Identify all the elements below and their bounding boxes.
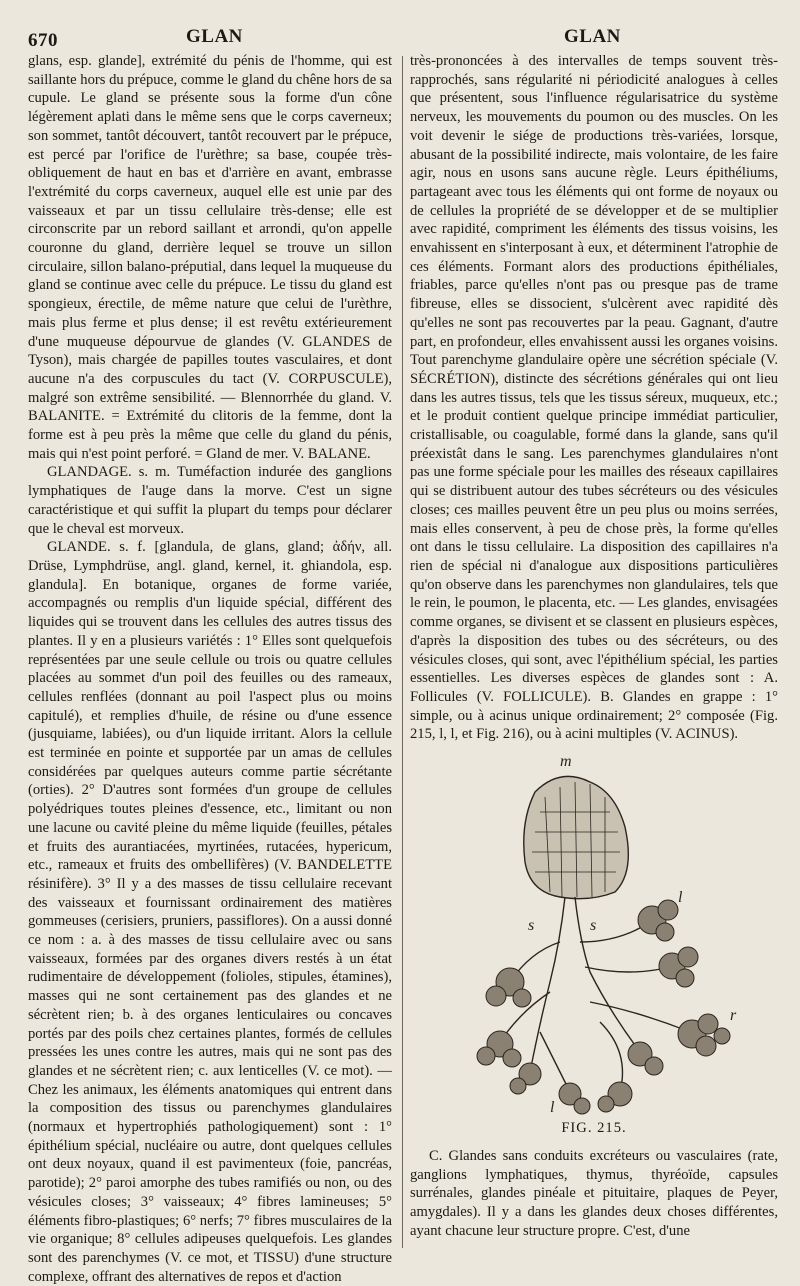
figure-label-m: m xyxy=(560,753,572,770)
figure-label-r: r xyxy=(730,1007,737,1024)
column-divider xyxy=(402,56,403,1248)
entry-glande-continuation: très-prononcées à des intervalles de temps souvent très-rapprochés, sans régularité ni périodicité analogues à celles que présentent, sous l'influence régularisatrice du système nerveux, les mouvements du poumon ou des muscles. On les voit devenir le siége de productions très-variées, lorsque, abusant de la possibilité indirecte, mais volontaire, de les faire agir, nous en usons sans aucune règle. Leurs épithéliums, partageant avec tous les éléments qui ont forme de noyaux ou de cellules la propriété de se développer et de se multiplier avec rapidité, compriment les éléments des tissus voisins, les envahissent en s'interposant à eux, et déterminent l'atrophie de ces éléments. Formant alors des productions épithéliales, friables, parce qu'elles n'ont pas ou presque pas de trame fibreuse, elles se dissocient, s'ulcèrent avec rapidité dès qu'elles ne sont pas recouvertes par la peau. Gagnant, d'autre part, en profondeur, elles envahissent aussi les organes voisins. Tout parenchyme glandulaire opère une sécrétion spéciale (V. SÉCRÉTION), distincte des sécrétions générales qui ont lieu dans les autres tissus, tels que les tissus séreux, muqueux, etc.; et le produit contient quelque principe immédiat particulier, cristallisable, ou coagulable, formé dans la glande, sans qu'il préexistât dans le sang. Les parenchymes glandulaires n'ont pas une forme spéciale pour les mailles des réseaux capillaires qui se distribuent autour des tubes sécréteurs ou des vésicules closes; ces mailles peuvent être un peu plus ou moins serrées, mais elles conservent, à peu de chose près, la forme qu'elles ont dans le tissu cellulaire. La disposition des capillaires n'a rien de spécial ni d'analogue aux dispositions particulières qu'on observe dans les parenchymes non glandulaires, tels que le rein, le poumon, le placenta, etc. — Les glandes, envisagées comme organes, se divisent et se classent en plusieurs espèces, d'après la disposition des tubes ou des sécréteurs, ou des vésicules closes, qui sont, avec l'épithélium spécial, les parties essentielles. Les diverses espèces de glandes sont : A. Follicules (V. FOLLICULE). B. Glandes en grappe : 1° simple, ou à acinus unique ordinairement; 2° composée (Fig. 215, l, l, et Fig. 216), ou à acini multiples (V. ACINUS). xyxy=(410,53,778,743)
entry-gland-continuation: glans, esp. glande], extrémité du pénis de l'homme, qui est saillante hors du prépuce, comme le gland du chêne hors de sa cupule. Le gland se présente sous la forme d'un cône légèrement aplati dans le même sens que le corps caverneux; son sommet, tantôt découvert, tantôt recouvert par le prépuce, est percé par l'orifice de l'urèthre; sa base, coupée très-obliquement de haut en bas et d'arrière en avant, embrasse l'extrémité du corps caverneux, auquel elle est unie par des vaisseaux et par un tissu cellulaire très-dense; elle est circonscrite par un rebord saillant et arrondi, qu'on appelle couronne du gland, derrière lequel se trouve un sillon circulaire, sillon balano-préputial, dans lequel la muqueuse du gland se continue avec celle du prépuce. Le tissu du gland est spongieux, érectile, de même nature que celui de l'urèthre, mais plus ferme et plus dense; il est revêtu extérieurement d'une muqueuse dépourvue de glandes (V. GLANDES de Tyson), mais chargée de papilles toutes vasculaires, et dont aucune n'a des corpuscules du tact (V. CORPUSCULE), malgré son extrême sensibilité. — Blennorrhée du gland. V. BALANITE. = Extrémité du clitoris de la femme, dont la forme est à peu près la même que celle du gland du pénis, mais qui n'est point perforé. = Gland de mer. V. BALANE. xyxy=(28,53,392,462)
entry-glande: GLANDE. s. f. [glandula, de glans, gland; ἀδήν, all. Drüse, Lymphdrüse, angl. gland, kernel, it. ghiandola, esp. glandula]. En botanique, organes de forme variée, accompagnés ou remplis d'un liquide spécial, différent des liquides qui se trouvent dans les cellules des autres tissus des plantes. Il y en a plusieurs variétés : 1° Elles sont quelquefois représentées par une seule cellule ou trois ou quatre cellules placées au sommet d'un poil des feuilles ou des rameaux, cellules renflées (donnant au poil l'aspect plus ou moins capitulé), et remplies d'huile, de résine ou d'une essence (jusquiame, labiées), ou d'un liquide irritant. Alors la cellule est terminée en pointe et supportée par un amas de cellules considérées par quelques auteurs comme partie sécrétante (orties). 2° D'autres sont formées d'un groupe de cellules polyédriques toutes pleines d'essence, etc., limitant ou non une lacune ou cavité pleine du même liquide (feuilles, pétales et fruits des aurantiacées, myrtinées, rutacées, hypericum, etc., rameaux et fruits des ombellifères) (V. BANDELETTE résinifère). 3° Il y a des masses de tissu cellulaire recevant des vaisseaux et fournissant ordinairement des matières gommeuses (cerisiers, pruniers, passiflores). On a aussi donné ce nom : a. à des masses de tissu cellulaire avec ou sans vaisseaux, formées par des organes divers restés à un état rudimentaire de développement (folioles, stipules, étamines), masses qui ne sont certainement pas des glandes et ne sécrètent rien; b. à des organes lenticulaires ou concaves portés par des poils chez certaines plantes, formés de cellules pressées les unes contre les autres, mais qui ne sont pas des glandes et ne sécrètent rien; c. aux lenticelles (V. ce mot). — Chez les animaux, les éléments anatomiques qui entrent dans la composition des tissus ou parenchymes glandulaires (normaux et hypertrophiés pathologiquement) sont : 1° épithélium spécial, nucléaire ou autre, dont quelques cellules ont deux noyaux, quand il est pavimenteux (foie, pancréas, parotide); 2° paroi amorphe des tubes ramifiés ou non, ou des vésicules closes; 3° vaisseaux; 4° fibres lamineuses; 5° éléments fibro-plastiques; 6° nerfs; 7° fibres musculaires de la vie organique; 8° cellules adipeuses quelquefois. Les glandes sont des parenchymes (V. ce mot, et TISSU) d'une structure complexe, offrant des alternatives de repos et d'action xyxy=(28,539,392,1285)
racemose-gland-drawing xyxy=(440,752,780,1122)
figure-label-l2: l xyxy=(550,1099,555,1116)
right-guide-word: GLAN xyxy=(564,26,621,47)
left-column xyxy=(28,52,392,1285)
left-guide-word: GLAN xyxy=(186,26,243,47)
entry-glande-section-c: C. Glandes sans conduits excréteurs ou vasculaires (rate, ganglions lymphatiques, thymus, thyréoïde, capsules surrénales, glandes pinéale et pituitaire, plaques de Peyer, amygdales). Il y a dans les glandes deux choses différentes, ayant chacune leur structure propre. C'est, d'une xyxy=(410,1148,778,1239)
figure-label-s1: s xyxy=(528,917,535,934)
gland-illustration xyxy=(440,752,780,1132)
figure-label-l1: l xyxy=(678,889,683,906)
figure-label-s2: s xyxy=(590,917,597,934)
entry-glandage: GLANDAGE. s. m. Tuméfaction indurée des ganglions lymphatiques de l'auge dans la morve. C'est un signe caractéristique et qui suffit la plupart du temps pour déclarer que le cheval est morveux. xyxy=(28,464,392,537)
figure-caption: FIG. 215. xyxy=(561,1120,627,1136)
right-column-top xyxy=(410,52,778,752)
right-column-bottom xyxy=(410,1147,778,1247)
page-number: 670 xyxy=(28,30,58,51)
